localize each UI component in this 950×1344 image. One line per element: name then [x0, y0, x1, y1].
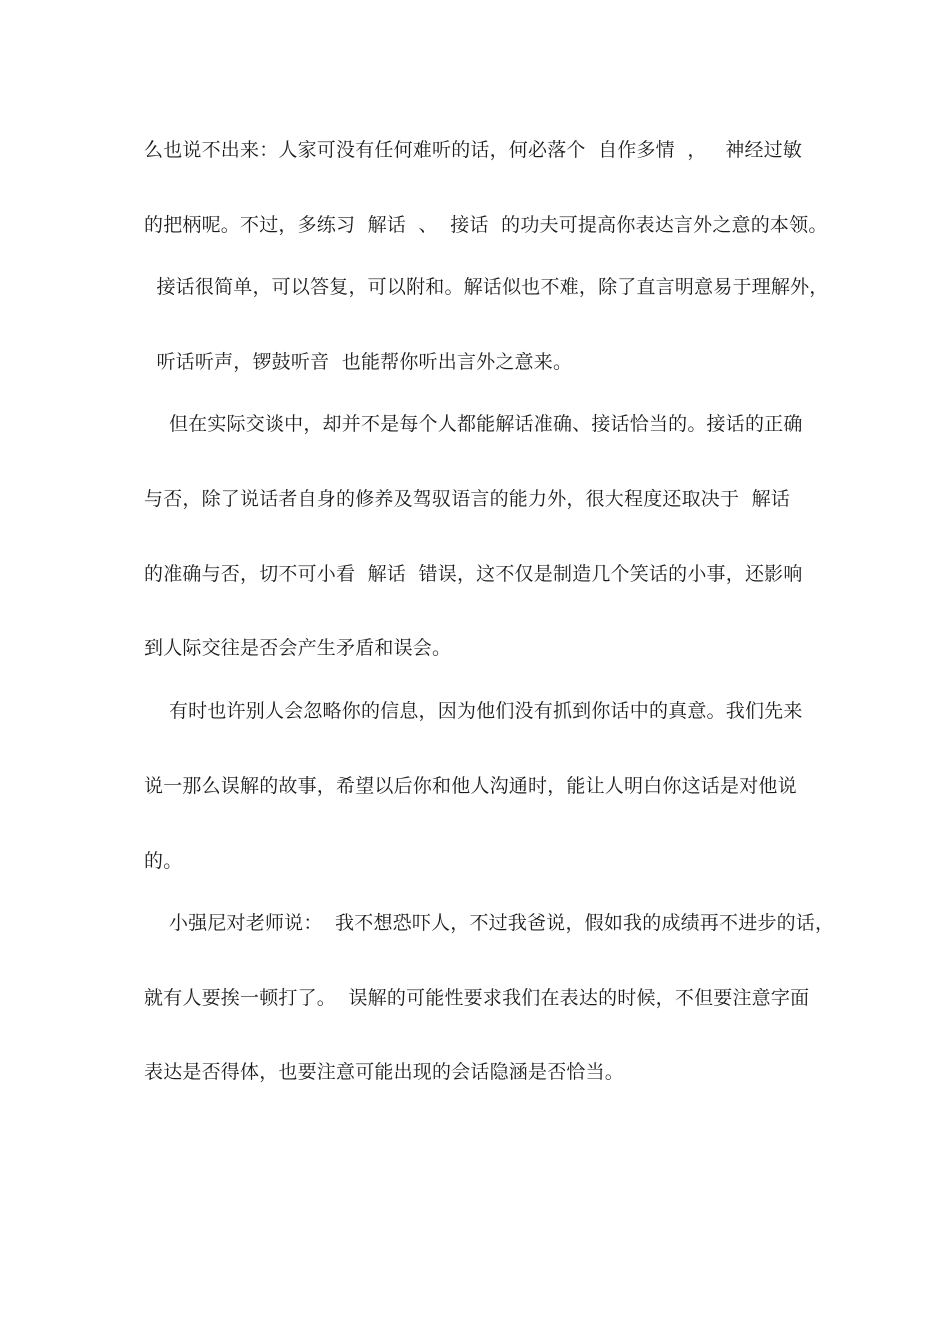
text-line-8: 到人际交往是否会产生矛盾和误会。 — [144, 637, 452, 659]
text-line-11: 的。 — [144, 850, 183, 872]
text-line-5: 但在实际交谈中，却并不是每个人都能解话准确、接话恰当的。接话的正确 — [144, 413, 803, 435]
text-line-9: 有时也许别人会忽略你的信息，因为他们没有抓到你话中的真意。我们先来 — [144, 700, 803, 722]
text-line-4: 听话听声，锣鼓听音 也能帮你听出言外之意来。 — [144, 351, 573, 373]
text-line-6: 与否，除了说话者自身的修养及驾驭语言的能力外，很大程度还取决于 解话 — [144, 488, 791, 510]
text-line-3: 接话很简单，可以答复，可以附和。解话似也不难，除了直言明意易于理解外， — [144, 276, 829, 298]
text-line-10: 说一那么误解的故事，希望以后你和他人沟通时，能让人明白你这话是对他说 — [144, 775, 797, 797]
text-line-12: 小强尼对老师说： 我不想恐吓人，不过我爸说，假如我的成绩再不进步的话， — [144, 912, 835, 934]
text-line-2: 的把柄呢。不过，多练习 解话 、 接话 的功夫可提高你表达言外之意的本领。 — [144, 214, 828, 236]
text-line-1: 么也说不出来：人家可没有任何难听的话，何必落个 自作多情 ， 神经过敏 — [144, 139, 803, 161]
text-line-14: 表达是否得体，也要注意可能出现的会话隐涵是否恰当。 — [144, 1061, 625, 1083]
text-line-13: 就有人要挨一顿打了。 误解的可能性要求我们在表达的时候，不但要注意字面 — [144, 987, 810, 1009]
text-line-7: 的准确与否，切不可小看 解话 错误，这不仅是制造几个笑话的小事，还影响 — [144, 563, 803, 585]
